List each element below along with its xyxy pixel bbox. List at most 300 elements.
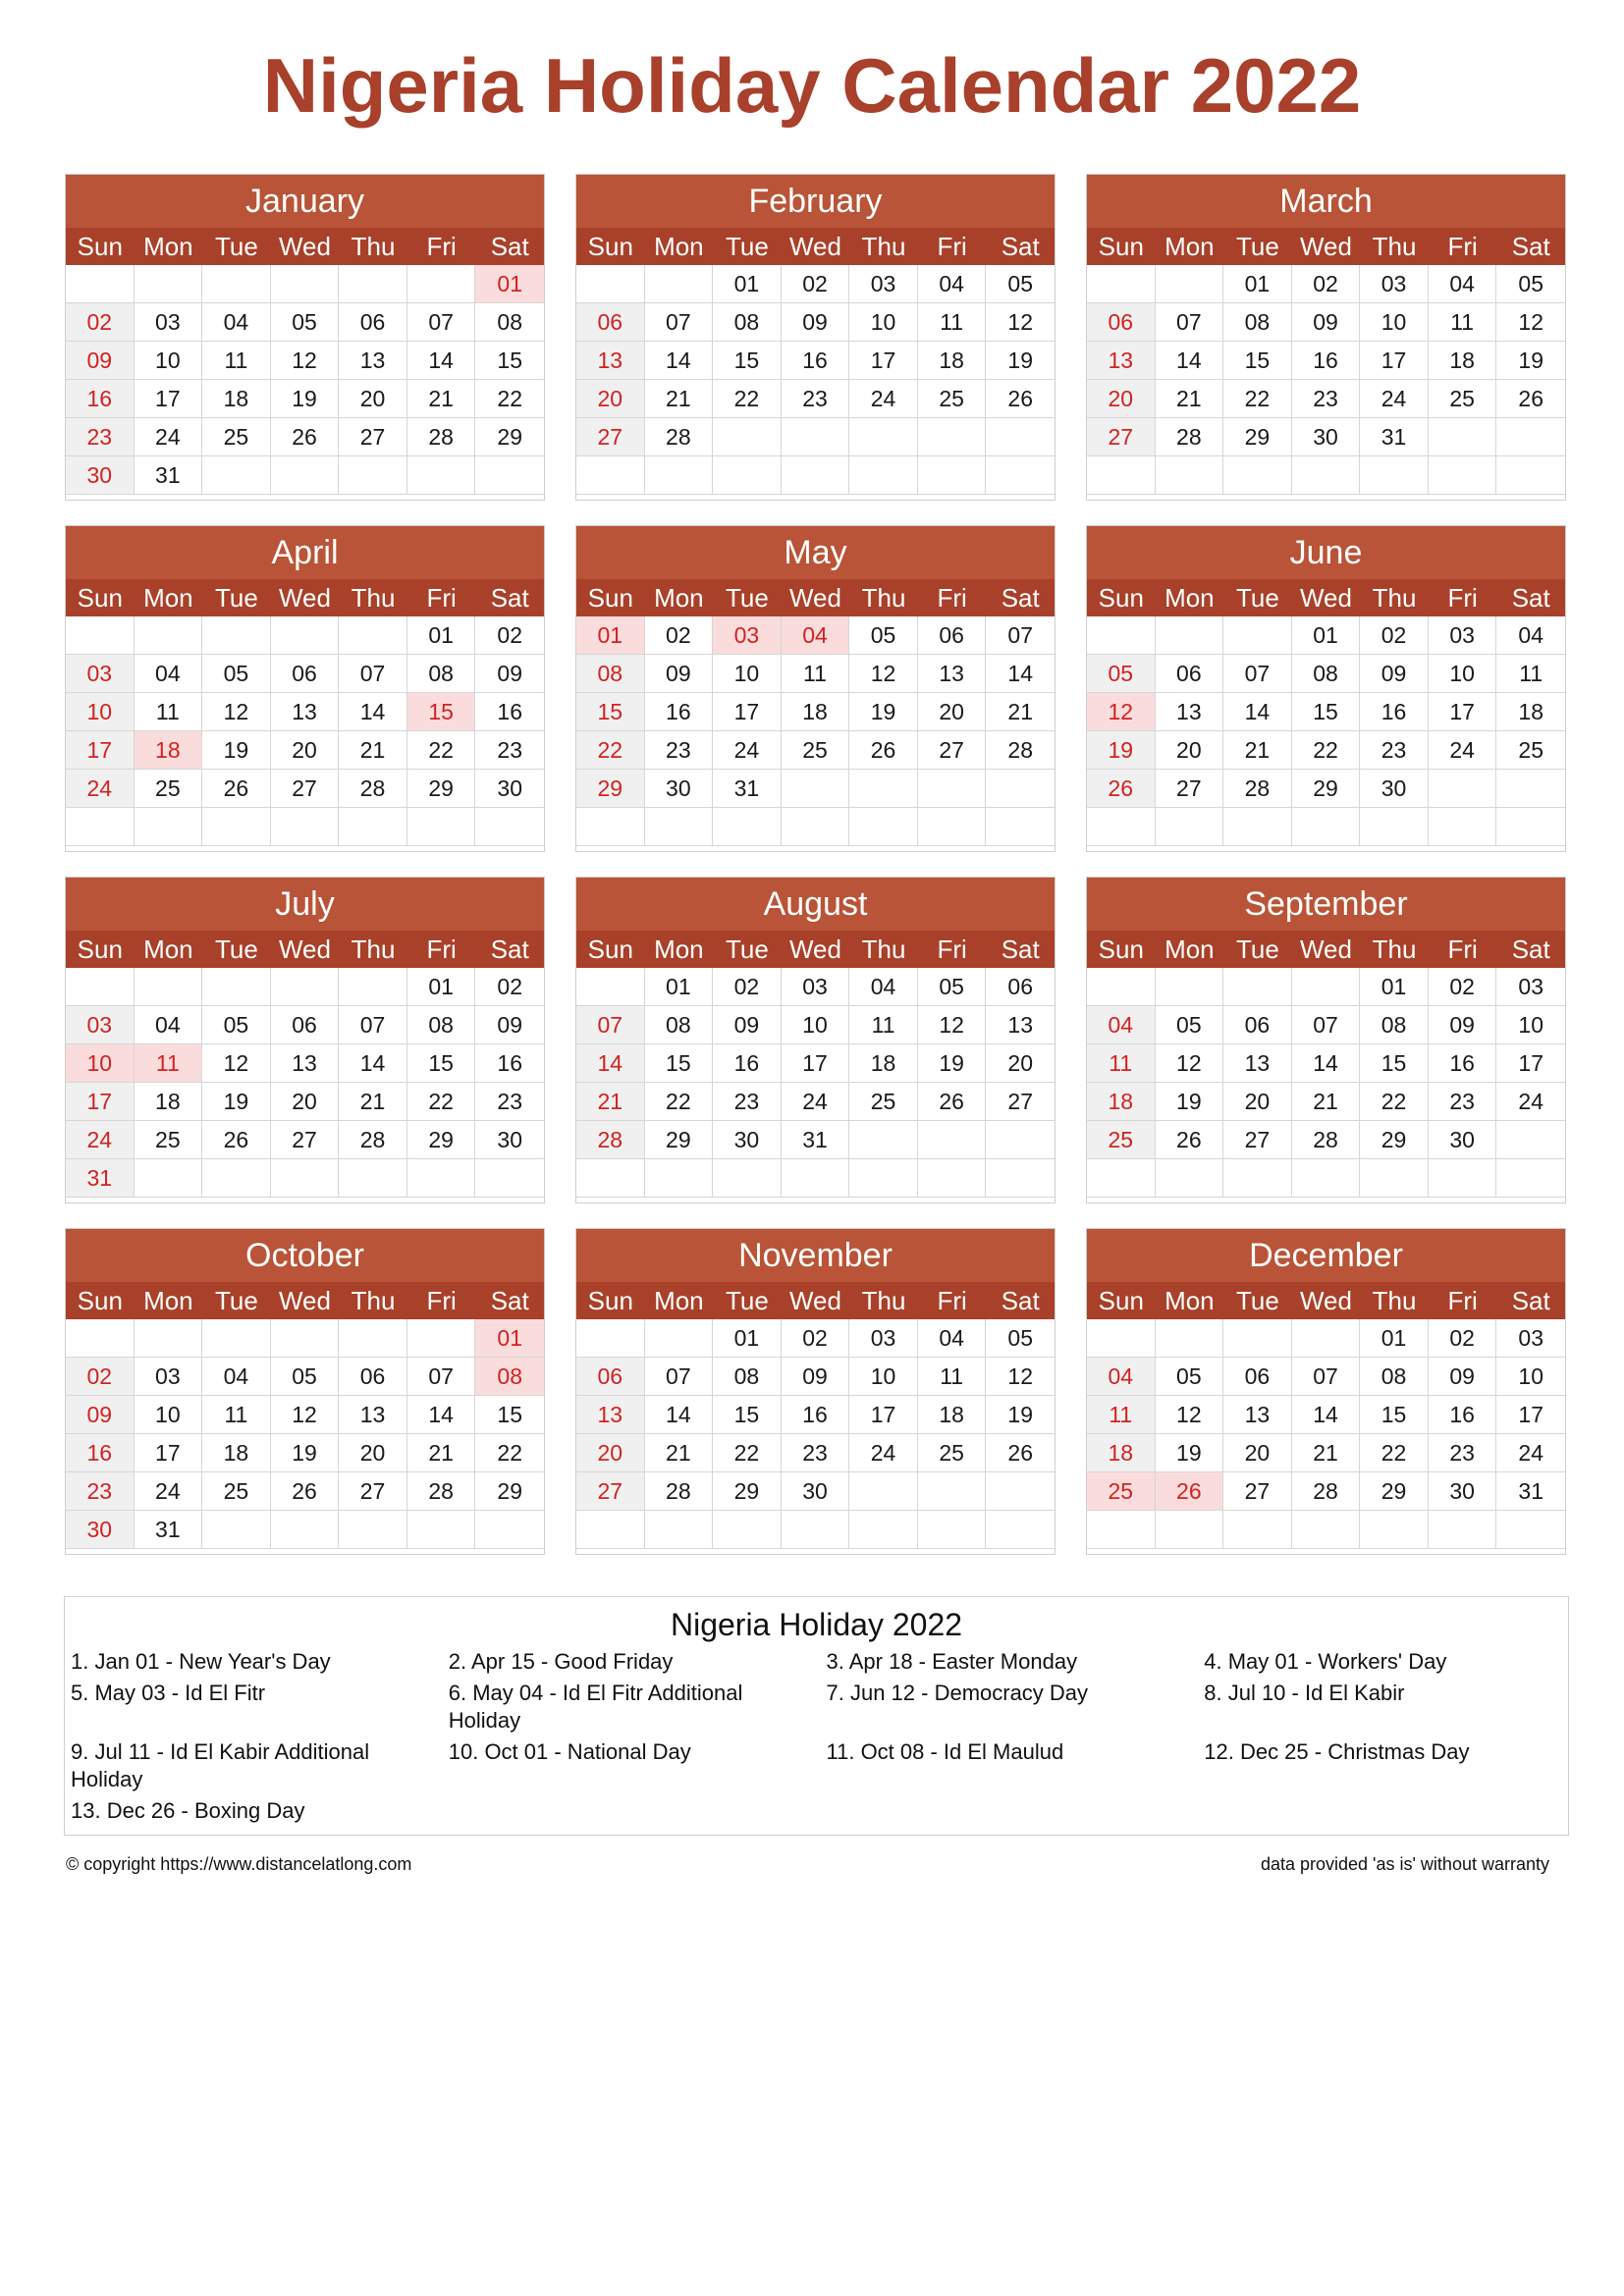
day-cell: 12 xyxy=(1156,1396,1224,1434)
day-cell: 10 xyxy=(1496,1358,1565,1396)
day-grid xyxy=(1087,968,1565,1198)
day-cell: 24 xyxy=(849,380,918,418)
empty-day-cell xyxy=(1496,770,1565,808)
day-cell: 04 xyxy=(135,1006,203,1044)
month-title: October xyxy=(66,1229,544,1282)
holiday-day-cell: 08 xyxy=(475,1358,544,1396)
empty-day-cell xyxy=(339,968,407,1006)
empty-day-cell xyxy=(339,265,407,303)
empty-day-cell xyxy=(66,265,135,303)
day-cell: 14 xyxy=(1292,1044,1361,1083)
day-cell: 18 xyxy=(135,1083,203,1121)
day-cell: 31 xyxy=(782,1121,850,1159)
day-cell: 27 xyxy=(1087,418,1156,456)
weekday-label: Thu xyxy=(861,934,906,964)
empty-day-cell xyxy=(1429,456,1497,495)
legend-list xyxy=(65,1642,1568,1825)
empty-day-cell xyxy=(1292,968,1361,1006)
empty-day-cell xyxy=(202,1319,271,1358)
day-cell: 31 xyxy=(135,456,203,495)
day-cell: 09 xyxy=(1292,303,1361,342)
day-cell: 29 xyxy=(407,770,476,808)
day-cell: 01 xyxy=(1292,616,1361,655)
weekday-label: Fri xyxy=(426,934,457,964)
empty-day-cell xyxy=(713,1511,782,1549)
day-cell: 16 xyxy=(782,342,850,380)
day-cell: 22 xyxy=(407,731,476,770)
month-title: February xyxy=(576,175,1055,228)
day-grid xyxy=(66,968,544,1198)
weekday-label: Wed xyxy=(788,583,841,613)
day-cell: 16 xyxy=(713,1044,782,1083)
empty-day-cell xyxy=(1156,968,1224,1006)
day-cell: 13 xyxy=(339,342,407,380)
empty-day-cell xyxy=(1156,265,1224,303)
day-cell: 14 xyxy=(645,1396,714,1434)
weekday-label: Sat xyxy=(1001,232,1040,261)
day-cell: 20 xyxy=(1223,1434,1292,1472)
day-cell: 26 xyxy=(271,1472,340,1511)
day-cell: 21 xyxy=(1156,380,1224,418)
weekday-label: Thu xyxy=(861,232,906,261)
empty-day-cell xyxy=(1292,456,1361,495)
weekday-label: Fri xyxy=(426,232,457,261)
weekday-label: Tue xyxy=(726,934,769,964)
day-cell: 16 xyxy=(1429,1044,1497,1083)
empty-day-cell xyxy=(782,808,850,846)
legend-item: 4. May 01 - Workers' Day xyxy=(1204,1649,1447,1674)
day-cell: 03 xyxy=(66,655,135,693)
empty-day-cell xyxy=(986,1121,1055,1159)
day-cell: 13 xyxy=(271,693,340,731)
day-grid xyxy=(66,1319,544,1549)
weekday-header xyxy=(576,579,1055,616)
weekday-label: Wed xyxy=(278,583,331,613)
day-cell: 30 xyxy=(66,1511,135,1549)
empty-day-cell xyxy=(66,808,135,846)
empty-day-cell xyxy=(782,1159,850,1198)
holiday-day-cell: 12 xyxy=(1087,693,1156,731)
day-cell: 10 xyxy=(135,1396,203,1434)
legend-item: 11. Oct 08 - Id El Maulud xyxy=(826,1739,1064,1764)
month-title: January xyxy=(66,175,544,228)
month-may xyxy=(575,525,1056,852)
day-grid xyxy=(1087,265,1565,495)
day-cell: 28 xyxy=(986,731,1055,770)
empty-day-cell xyxy=(66,616,135,655)
day-cell: 27 xyxy=(1156,770,1224,808)
day-cell: 26 xyxy=(1496,380,1565,418)
weekday-label: Tue xyxy=(215,934,258,964)
day-cell: 15 xyxy=(645,1044,714,1083)
empty-day-cell xyxy=(475,1159,544,1198)
day-cell: 14 xyxy=(986,655,1055,693)
day-cell: 27 xyxy=(986,1083,1055,1121)
day-cell: 03 xyxy=(1429,616,1497,655)
weekday-label: Sat xyxy=(490,934,529,964)
weekday-header xyxy=(1087,579,1565,616)
day-cell: 21 xyxy=(645,380,714,418)
month-june xyxy=(1086,525,1566,852)
empty-day-cell xyxy=(986,1511,1055,1549)
weekday-label: Mon xyxy=(143,232,193,261)
weekday-label: Sun xyxy=(1098,1286,1144,1315)
empty-day-cell xyxy=(918,770,987,808)
day-grid xyxy=(1087,616,1565,846)
day-cell: 11 xyxy=(135,693,203,731)
day-cell: 16 xyxy=(782,1396,850,1434)
day-cell: 29 xyxy=(1223,418,1292,456)
weekday-label: Tue xyxy=(215,583,258,613)
day-cell: 04 xyxy=(202,1358,271,1396)
day-cell: 08 xyxy=(576,655,645,693)
holiday-day-cell: 15 xyxy=(407,693,476,731)
empty-day-cell xyxy=(849,1121,918,1159)
weekday-header xyxy=(1087,931,1565,968)
empty-day-cell xyxy=(782,1511,850,1549)
day-cell: 03 xyxy=(135,1358,203,1396)
month-december xyxy=(1086,1228,1566,1555)
empty-day-cell xyxy=(1087,456,1156,495)
empty-day-cell xyxy=(849,418,918,456)
day-cell: 03 xyxy=(849,1319,918,1358)
month-title: September xyxy=(1087,878,1565,931)
day-cell: 31 xyxy=(1360,418,1429,456)
weekday-label: Thu xyxy=(861,583,906,613)
day-cell: 19 xyxy=(986,342,1055,380)
day-cell: 24 xyxy=(66,770,135,808)
empty-day-cell xyxy=(1496,1121,1565,1159)
weekday-label: Sun xyxy=(77,583,123,613)
day-cell: 30 xyxy=(475,1121,544,1159)
day-cell: 06 xyxy=(918,616,987,655)
day-cell: 14 xyxy=(407,342,476,380)
legend-item: 5. May 03 - Id El Fitr xyxy=(71,1681,266,1705)
empty-day-cell xyxy=(1223,968,1292,1006)
weekday-label: Wed xyxy=(278,232,331,261)
day-cell: 04 xyxy=(1087,1358,1156,1396)
day-cell: 14 xyxy=(339,1044,407,1083)
empty-day-cell xyxy=(849,808,918,846)
weekday-label: Thu xyxy=(1372,232,1417,261)
day-cell: 18 xyxy=(202,380,271,418)
day-cell: 09 xyxy=(475,1006,544,1044)
day-cell: 03 xyxy=(1496,968,1565,1006)
empty-day-cell xyxy=(475,456,544,495)
day-cell: 22 xyxy=(475,380,544,418)
day-cell: 23 xyxy=(713,1083,782,1121)
empty-day-cell xyxy=(1087,265,1156,303)
empty-day-cell xyxy=(271,265,340,303)
day-cell: 13 xyxy=(1223,1044,1292,1083)
empty-day-cell xyxy=(576,808,645,846)
weekday-label: Tue xyxy=(1236,1286,1279,1315)
day-cell: 27 xyxy=(1223,1121,1292,1159)
day-grid xyxy=(576,265,1055,495)
day-cell: 27 xyxy=(339,1472,407,1511)
day-cell: 27 xyxy=(271,770,340,808)
day-cell: 07 xyxy=(339,1006,407,1044)
holiday-day-cell: 11 xyxy=(135,1044,203,1083)
empty-day-cell xyxy=(1360,1511,1429,1549)
empty-day-cell xyxy=(1292,808,1361,846)
empty-day-cell xyxy=(135,265,203,303)
day-cell: 20 xyxy=(918,693,987,731)
day-cell: 21 xyxy=(339,1083,407,1121)
weekday-label: Sat xyxy=(1001,1286,1040,1315)
day-cell: 03 xyxy=(849,265,918,303)
day-cell: 16 xyxy=(475,1044,544,1083)
day-cell: 10 xyxy=(1429,655,1497,693)
legend-item: 10. Oct 01 - National Day xyxy=(448,1739,691,1764)
day-cell: 09 xyxy=(782,1358,850,1396)
day-cell: 05 xyxy=(986,265,1055,303)
weekday-label: Tue xyxy=(1236,934,1279,964)
empty-day-cell xyxy=(645,265,714,303)
weekday-label: Sun xyxy=(1098,583,1144,613)
day-cell: 18 xyxy=(1496,693,1565,731)
weekday-label: Tue xyxy=(215,232,258,261)
day-cell: 25 xyxy=(202,1472,271,1511)
day-cell: 15 xyxy=(1223,342,1292,380)
day-cell: 28 xyxy=(645,1472,714,1511)
legend-item: 6. May 04 - Id El Fitr Additional Holiday xyxy=(448,1681,743,1733)
empty-day-cell xyxy=(918,808,987,846)
day-cell: 13 xyxy=(576,1396,645,1434)
day-cell: 23 xyxy=(475,731,544,770)
empty-day-cell xyxy=(339,616,407,655)
day-cell: 19 xyxy=(918,1044,987,1083)
empty-day-cell xyxy=(849,1159,918,1198)
holiday-day-cell: 01 xyxy=(576,616,645,655)
day-cell: 04 xyxy=(1087,1006,1156,1044)
day-cell: 08 xyxy=(1292,655,1361,693)
day-cell: 24 xyxy=(135,418,203,456)
day-cell: 30 xyxy=(66,456,135,495)
day-cell: 27 xyxy=(576,1472,645,1511)
day-cell: 20 xyxy=(271,731,340,770)
empty-day-cell xyxy=(1360,808,1429,846)
day-cell: 25 xyxy=(135,770,203,808)
day-cell: 04 xyxy=(918,1319,987,1358)
day-cell: 10 xyxy=(66,693,135,731)
day-cell: 24 xyxy=(1429,731,1497,770)
day-cell: 11 xyxy=(202,1396,271,1434)
day-cell: 18 xyxy=(918,1396,987,1434)
empty-day-cell xyxy=(339,456,407,495)
day-cell: 04 xyxy=(202,303,271,342)
empty-day-cell xyxy=(986,770,1055,808)
day-cell: 05 xyxy=(271,1358,340,1396)
day-cell: 17 xyxy=(135,380,203,418)
empty-day-cell xyxy=(645,1511,714,1549)
day-cell: 29 xyxy=(1292,770,1361,808)
day-cell: 24 xyxy=(713,731,782,770)
weekday-label: Sun xyxy=(1098,934,1144,964)
empty-day-cell xyxy=(407,1319,476,1358)
day-cell: 12 xyxy=(1156,1044,1224,1083)
day-cell: 08 xyxy=(1360,1006,1429,1044)
day-cell: 26 xyxy=(918,1083,987,1121)
day-cell: 07 xyxy=(339,655,407,693)
weekday-label: Mon xyxy=(654,934,704,964)
day-cell: 20 xyxy=(1223,1083,1292,1121)
weekday-label: Fri xyxy=(937,232,967,261)
day-cell: 01 xyxy=(1360,1319,1429,1358)
empty-day-cell xyxy=(713,418,782,456)
day-cell: 28 xyxy=(1292,1472,1361,1511)
empty-day-cell xyxy=(918,1159,987,1198)
empty-day-cell xyxy=(135,1159,203,1198)
day-cell: 01 xyxy=(407,968,476,1006)
day-cell: 02 xyxy=(782,265,850,303)
day-cell: 22 xyxy=(576,731,645,770)
weekday-label: Tue xyxy=(215,1286,258,1315)
day-cell: 22 xyxy=(1360,1434,1429,1472)
day-cell: 21 xyxy=(1292,1083,1361,1121)
day-cell: 22 xyxy=(475,1434,544,1472)
empty-day-cell xyxy=(1496,456,1565,495)
day-cell: 20 xyxy=(339,380,407,418)
day-cell: 06 xyxy=(339,1358,407,1396)
day-cell: 02 xyxy=(1292,265,1361,303)
copyright-text: © copyright https://www.distancelatlong.com xyxy=(66,1854,412,1874)
day-cell: 17 xyxy=(849,1396,918,1434)
empty-day-cell xyxy=(271,1159,340,1198)
empty-day-cell xyxy=(202,808,271,846)
day-cell: 25 xyxy=(1496,731,1565,770)
page-title: Nigeria Holiday Calendar 2022 xyxy=(262,42,1362,129)
empty-day-cell xyxy=(1496,1511,1565,1549)
day-cell: 08 xyxy=(407,1006,476,1044)
weekday-label: Thu xyxy=(861,1286,906,1315)
day-cell: 30 xyxy=(475,770,544,808)
weekday-label: Sat xyxy=(490,1286,529,1315)
day-cell: 28 xyxy=(339,770,407,808)
day-cell: 31 xyxy=(1496,1472,1565,1511)
day-cell: 06 xyxy=(1087,303,1156,342)
empty-day-cell xyxy=(849,456,918,495)
day-cell: 17 xyxy=(782,1044,850,1083)
day-grid xyxy=(1087,1319,1565,1549)
day-cell: 21 xyxy=(986,693,1055,731)
weekday-label: Sun xyxy=(587,583,633,613)
day-cell: 07 xyxy=(407,1358,476,1396)
day-cell: 25 xyxy=(782,731,850,770)
weekday-label: Tue xyxy=(726,232,769,261)
empty-day-cell xyxy=(1087,1511,1156,1549)
empty-day-cell xyxy=(66,1319,135,1358)
day-cell: 20 xyxy=(1156,731,1224,770)
weekday-label: Sat xyxy=(490,232,529,261)
day-cell: 10 xyxy=(1496,1006,1565,1044)
empty-day-cell xyxy=(339,1319,407,1358)
day-cell: 23 xyxy=(782,380,850,418)
day-cell: 25 xyxy=(202,418,271,456)
day-cell: 16 xyxy=(66,380,135,418)
day-cell: 15 xyxy=(713,1396,782,1434)
day-cell: 08 xyxy=(407,655,476,693)
day-cell: 23 xyxy=(645,731,714,770)
day-cell: 21 xyxy=(1292,1434,1361,1472)
day-cell: 10 xyxy=(849,303,918,342)
day-cell: 18 xyxy=(202,1434,271,1472)
day-cell: 24 xyxy=(1496,1434,1565,1472)
empty-day-cell xyxy=(407,808,476,846)
day-cell: 14 xyxy=(1223,693,1292,731)
day-cell: 17 xyxy=(713,693,782,731)
day-cell: 24 xyxy=(1360,380,1429,418)
day-cell: 14 xyxy=(645,342,714,380)
day-cell: 19 xyxy=(202,731,271,770)
weekday-label: Wed xyxy=(1299,934,1352,964)
day-cell: 19 xyxy=(1156,1434,1224,1472)
empty-day-cell xyxy=(782,770,850,808)
day-cell: 21 xyxy=(645,1434,714,1472)
empty-day-cell xyxy=(202,1159,271,1198)
day-cell: 30 xyxy=(1360,770,1429,808)
day-cell: 11 xyxy=(1429,303,1497,342)
empty-day-cell xyxy=(1223,808,1292,846)
weekday-label: Mon xyxy=(1164,232,1215,261)
day-cell: 22 xyxy=(1292,731,1361,770)
empty-day-cell xyxy=(1087,1159,1156,1198)
day-cell: 16 xyxy=(475,693,544,731)
empty-day-cell xyxy=(1429,770,1497,808)
weekday-label: Wed xyxy=(1299,1286,1352,1315)
day-cell: 12 xyxy=(202,693,271,731)
empty-day-cell xyxy=(1156,1319,1224,1358)
empty-day-cell xyxy=(986,1159,1055,1198)
day-cell: 18 xyxy=(849,1044,918,1083)
day-cell: 16 xyxy=(1360,693,1429,731)
day-cell: 23 xyxy=(66,418,135,456)
day-cell: 21 xyxy=(576,1083,645,1121)
day-cell: 24 xyxy=(1496,1083,1565,1121)
day-cell: 18 xyxy=(782,693,850,731)
empty-day-cell xyxy=(576,1159,645,1198)
empty-day-cell xyxy=(918,1121,987,1159)
empty-day-cell xyxy=(986,1472,1055,1511)
day-cell: 11 xyxy=(1496,655,1565,693)
holiday-day-cell: 18 xyxy=(135,731,203,770)
day-cell: 28 xyxy=(1292,1121,1361,1159)
legend-item: 12. Dec 25 - Christmas Day xyxy=(1204,1739,1470,1764)
day-cell: 05 xyxy=(986,1319,1055,1358)
weekday-label: Sat xyxy=(1511,583,1550,613)
day-cell: 07 xyxy=(576,1006,645,1044)
day-cell: 16 xyxy=(645,693,714,731)
empty-day-cell xyxy=(1360,1159,1429,1198)
weekday-header xyxy=(66,931,544,968)
weekday-header xyxy=(1087,228,1565,265)
day-cell: 25 xyxy=(135,1121,203,1159)
day-cell: 12 xyxy=(271,1396,340,1434)
weekday-header xyxy=(576,931,1055,968)
weekday-label: Wed xyxy=(788,1286,841,1315)
day-cell: 13 xyxy=(576,342,645,380)
weekday-header xyxy=(66,228,544,265)
day-grid xyxy=(576,1319,1055,1549)
month-july xyxy=(65,877,545,1203)
day-cell: 06 xyxy=(986,968,1055,1006)
day-cell: 20 xyxy=(576,1434,645,1472)
empty-day-cell xyxy=(135,1319,203,1358)
weekday-label: Wed xyxy=(1299,583,1352,613)
empty-day-cell xyxy=(1156,456,1224,495)
month-title: March xyxy=(1087,175,1565,228)
day-cell: 21 xyxy=(407,1434,476,1472)
